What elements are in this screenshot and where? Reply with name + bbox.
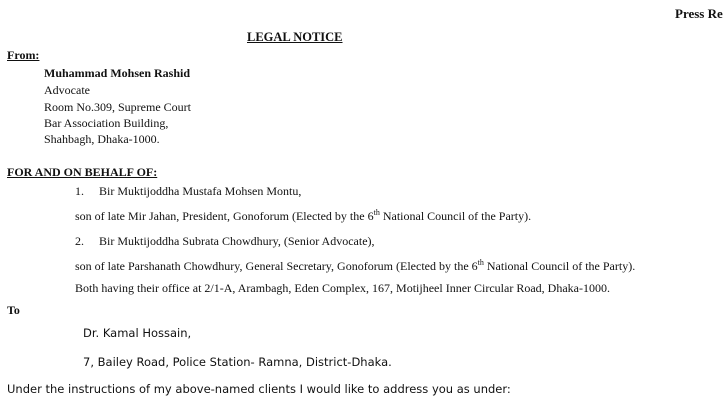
sender-name: Muhammad Mohsen Rashid: [44, 66, 191, 80]
client-1-number: 1.: [75, 184, 84, 198]
press-release-label: Press Re: [675, 6, 723, 21]
from-label: From:: [7, 48, 40, 62]
sender-address-line1: Room No.309, Supreme Court: [44, 100, 191, 114]
client-2-desc-tail: National Council of the Party).: [483, 259, 636, 273]
office-line: Both having their office at 2/1-A, Arambagh, Eden Complex, 167, Motijheel Inner Circular Road, Dhaka-1000.: [75, 281, 610, 295]
to-label: To: [7, 303, 20, 317]
notice-title: LEGAL NOTICE: [247, 30, 343, 44]
client-1-heading: [75, 184, 301, 199]
sender-address-line2: Bar Association Building,: [44, 116, 169, 130]
sender-title: Advocate: [44, 83, 90, 97]
client-2-name: Bir Muktijoddha Subrata Chowdhury, (Senior Advocate),: [99, 234, 375, 248]
client-1-desc-tail: National Council of the Party).: [379, 209, 532, 223]
client-1-name: Bir Muktijoddha Mustafa Mohsen Montu,: [99, 184, 302, 198]
client-1-description: [75, 209, 531, 224]
client-2-desc-sup: th: [477, 258, 484, 267]
behalf-label: FOR AND ON BEHALF OF:: [7, 165, 158, 179]
intro-text: Under the instructions of my above-named clients I would like to address you as under:: [7, 382, 511, 396]
client-2-number: 2.: [75, 234, 84, 248]
client-1-desc-text: son of late Mir Jahan, President, Gonoforum (Elected by the 6: [75, 209, 374, 223]
client-2-description: [75, 259, 635, 274]
recipient-address: 7, Bailey Road, Police Station- Ramna, District-Dhaka.: [83, 355, 392, 369]
sender-address-line3: Shahbagh, Dhaka-1000.: [44, 132, 160, 146]
client-2-desc-text: son of late Parshanath Chowdhury, General Secretary, Gonoforum (Elected by the 6: [75, 259, 478, 273]
recipient-name: Dr. Kamal Hossain,: [83, 326, 192, 340]
client-1-desc-sup: th: [373, 208, 380, 217]
client-2-heading: [75, 234, 375, 249]
